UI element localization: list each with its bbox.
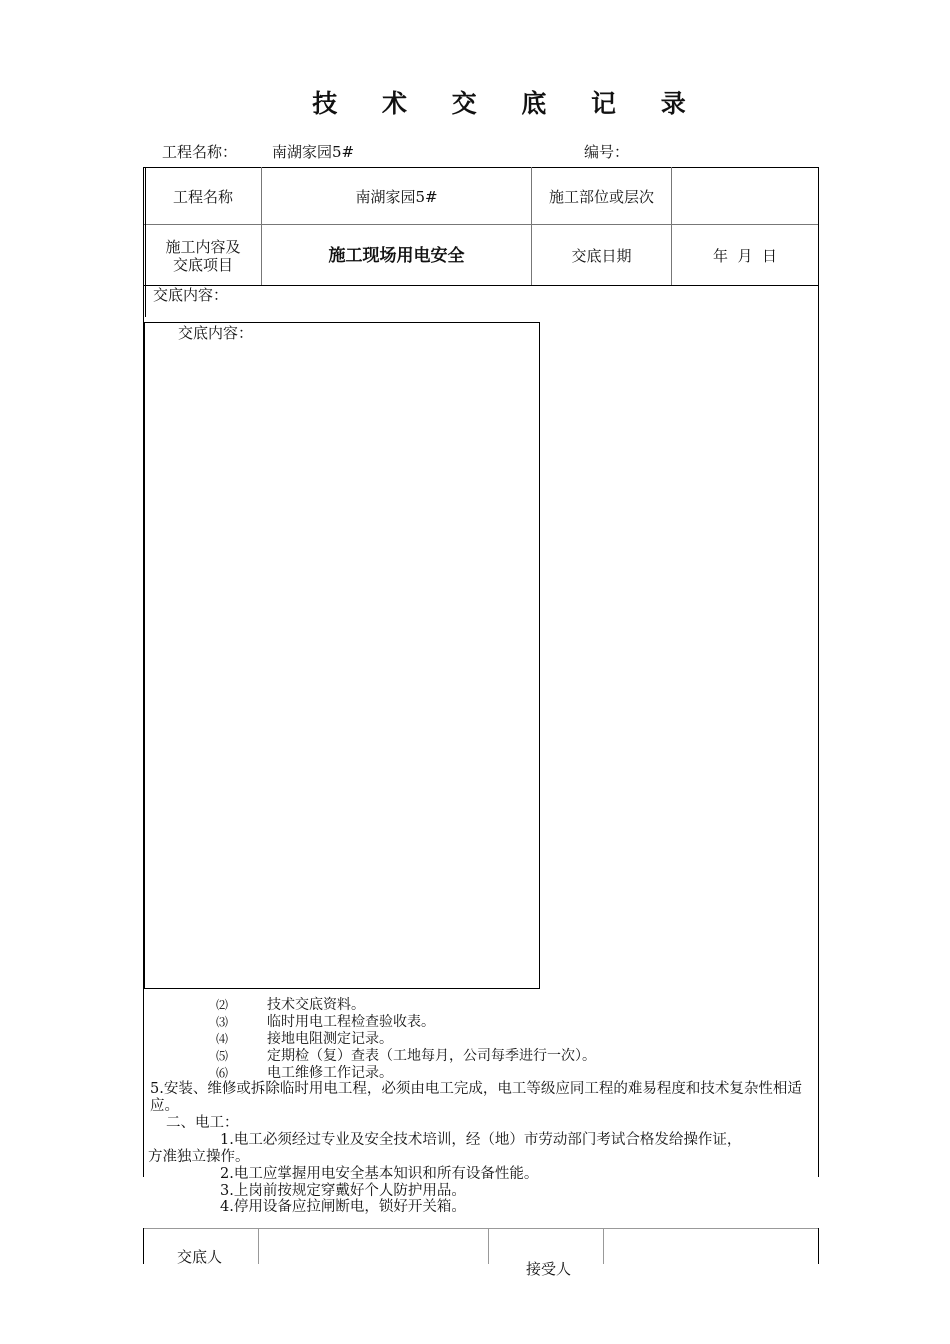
project-name-value: 南湖家园5# (272, 143, 355, 161)
content-item-value: 施工现场用电安全 (328, 245, 465, 266)
section-2-item-3: 3.上岗前按规定穿戴好个人防护用品。 (220, 1183, 466, 1199)
section-2-item-1: 1.电工必须经过专业及安全技术培训，经（地）市劳动部门考试合格发给操作证， (220, 1132, 742, 1148)
item-number: ⑵ (216, 998, 229, 1012)
location-label: 施工部位或层次 (548, 187, 654, 206)
item-number: ⑸ (216, 1049, 229, 1063)
disclosure-date-label: 交底日期 (571, 246, 632, 265)
location-value (672, 169, 818, 224)
item-number: ⑹ (216, 1066, 229, 1080)
content-item-label-line1: 施工内容及 (165, 237, 241, 256)
project-name-cell-value: 南湖家园5# (355, 187, 438, 206)
item-number: ⑷ (216, 1032, 229, 1046)
item-number: ⑶ (216, 1015, 229, 1029)
disclosure-content-label: 交底内容： (153, 286, 229, 304)
section-2-item-2: 2.电工应掌握用电安全基本知识和所有设备性能。 (220, 1166, 539, 1182)
item-text: 定期检（复）查表（工地每月，公司每季进行一次）。 (267, 1048, 596, 1064)
item-text: 电工维修工作记录。 (267, 1065, 393, 1081)
discloser-label: 交底人 (177, 1248, 223, 1266)
item-text: 临时用电工程检查验收表。 (267, 1014, 435, 1030)
section-2-heading: 二、电工： (166, 1115, 239, 1131)
disclosure-content-box-label: 交底内容： (178, 324, 254, 342)
section-2-item-4: 4.停用设备应拉闸断电，锁好开关箱。 (220, 1199, 466, 1215)
content-item-label-line2: 交底项目 (172, 255, 233, 274)
project-name-label: 工程名称： (162, 143, 238, 161)
page-title: 技 术 交 底 记 录 (312, 89, 704, 118)
item-5-paragraph: 5.安装、维修或拆除临时用电工程，必须由电工完成，电工等级应同工程的难易程度和技术复杂性相适应。 (150, 1081, 802, 1114)
project-name-cell-label: 工程名称 (172, 187, 233, 206)
document-number-label: 编号： (584, 143, 630, 161)
section-2-item-1-cont: 方准独立操作。 (148, 1149, 250, 1165)
disclosure-date-value: 年 月 日 (712, 246, 778, 265)
content-item-label (145, 226, 261, 285)
item-text: 接地电阻测定记录。 (267, 1031, 393, 1047)
disclosure-content-box (144, 322, 540, 989)
item-text: 技术交底资料。 (267, 997, 365, 1013)
receiver-label: 接受人 (526, 1260, 572, 1278)
